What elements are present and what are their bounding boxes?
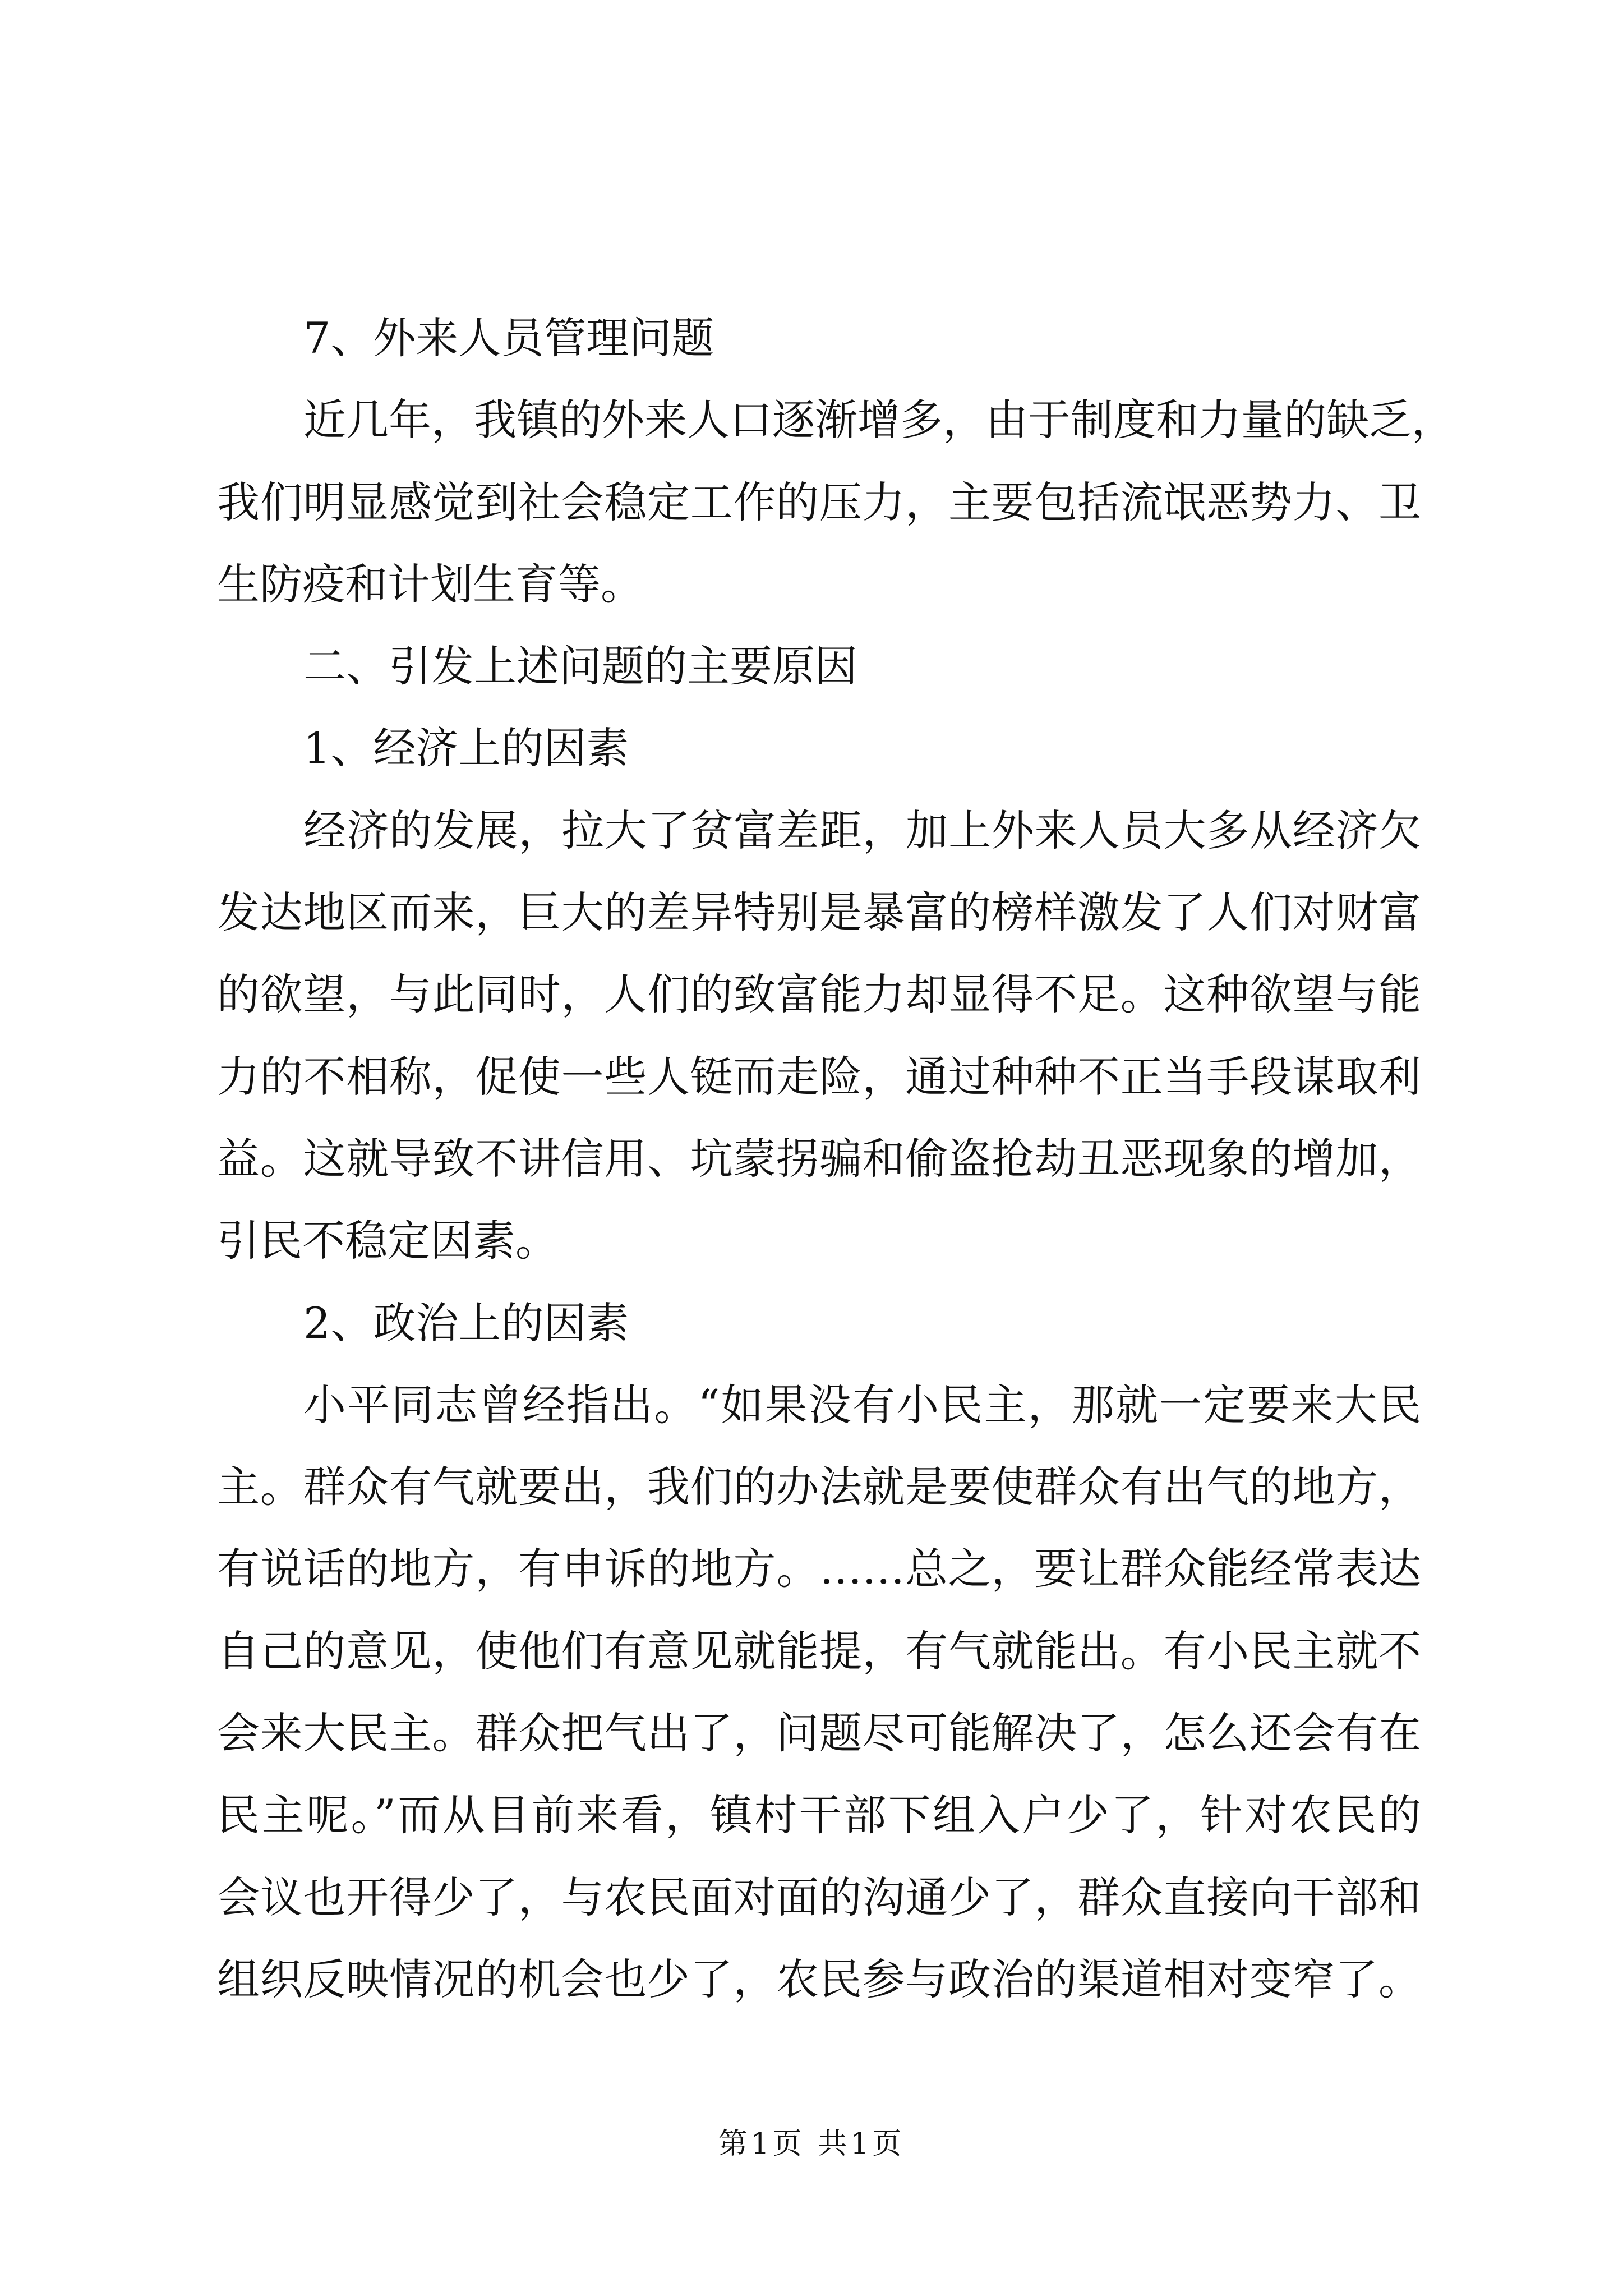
- paragraph: [217, 379, 1454, 625]
- paragraph-line: 引民不稳定因素。: [217, 1216, 558, 1266]
- paragraph-line: 会议也开得少了，与农民面对面的沟通少了，群众直接向干部和: [217, 1872, 1421, 1922]
- paragraph-line: 我们明显感觉到社会稳定工作的压力，主要包括流氓恶势力、卫: [217, 477, 1421, 527]
- paragraph-line: 小平同志曾经指出。“如果没有小民主，那就一定要来大民: [303, 1379, 1421, 1430]
- paragraph-line: 主。群众有气就要出，我们的办法就是要使群众有出气的地方，: [217, 1462, 1421, 1512]
- paragraph-line: 益。这就导致不讲信用、坑蒙拐骗和偷盗抢劫丑恶现象的增加，: [217, 1133, 1421, 1184]
- subsection-heading: 2、政治上的因素: [303, 1297, 629, 1348]
- subsection-heading: 7、外来人员管理问题: [303, 313, 714, 363]
- section-heading: 二、引发上述问题的主要原因: [303, 641, 857, 692]
- paragraph-line: 发达地区而来，巨大的差异特别是暴富的榜样激发了人们对财富: [217, 887, 1421, 938]
- document-body: [217, 297, 1454, 2021]
- paragraph-line: 近几年，我镇的外来人口逐渐增多，由于制度和力量的缺乏，: [303, 395, 1454, 445]
- paragraph: [217, 1364, 1421, 2021]
- paragraph-line: 有说话的地方，有申诉的地方。……总之，要让群众能经常表达: [217, 1544, 1421, 1594]
- paragraph-line: 组织反映情况的机会也少了，农民参与政治的渠道相对变窄了。: [217, 1954, 1421, 2004]
- paragraph: [217, 790, 1421, 1282]
- paragraph-line: 经济的发展，拉大了贫富差距，加上外来人员大多从经济欠: [303, 805, 1421, 855]
- paragraph-line: 会来大民主。群众把气出了，问题尽可能解决了，怎么还会有在: [217, 1708, 1421, 1759]
- subsection-heading: 1、经济上的因素: [303, 723, 629, 774]
- paragraph-line: 自己的意见，使他们有意见就能提，有气就能出。有小民主就不: [217, 1626, 1421, 1676]
- paragraph-line: 民主呢。”而从目前来看，镇村干部下组入户少了，针对农民的: [217, 1790, 1421, 1841]
- paragraph-line: 力的不相称，促使一些人铤而走险，通过种种不正当手段谋取利: [217, 1051, 1421, 1102]
- paragraph-line: 的欲望，与此同时，人们的致富能力却显得不足。这种欲望与能: [217, 969, 1421, 1020]
- paragraph-line: 生防疫和计划生育等。: [217, 559, 643, 609]
- page-footer: 第1页 共1页: [718, 2127, 905, 2161]
